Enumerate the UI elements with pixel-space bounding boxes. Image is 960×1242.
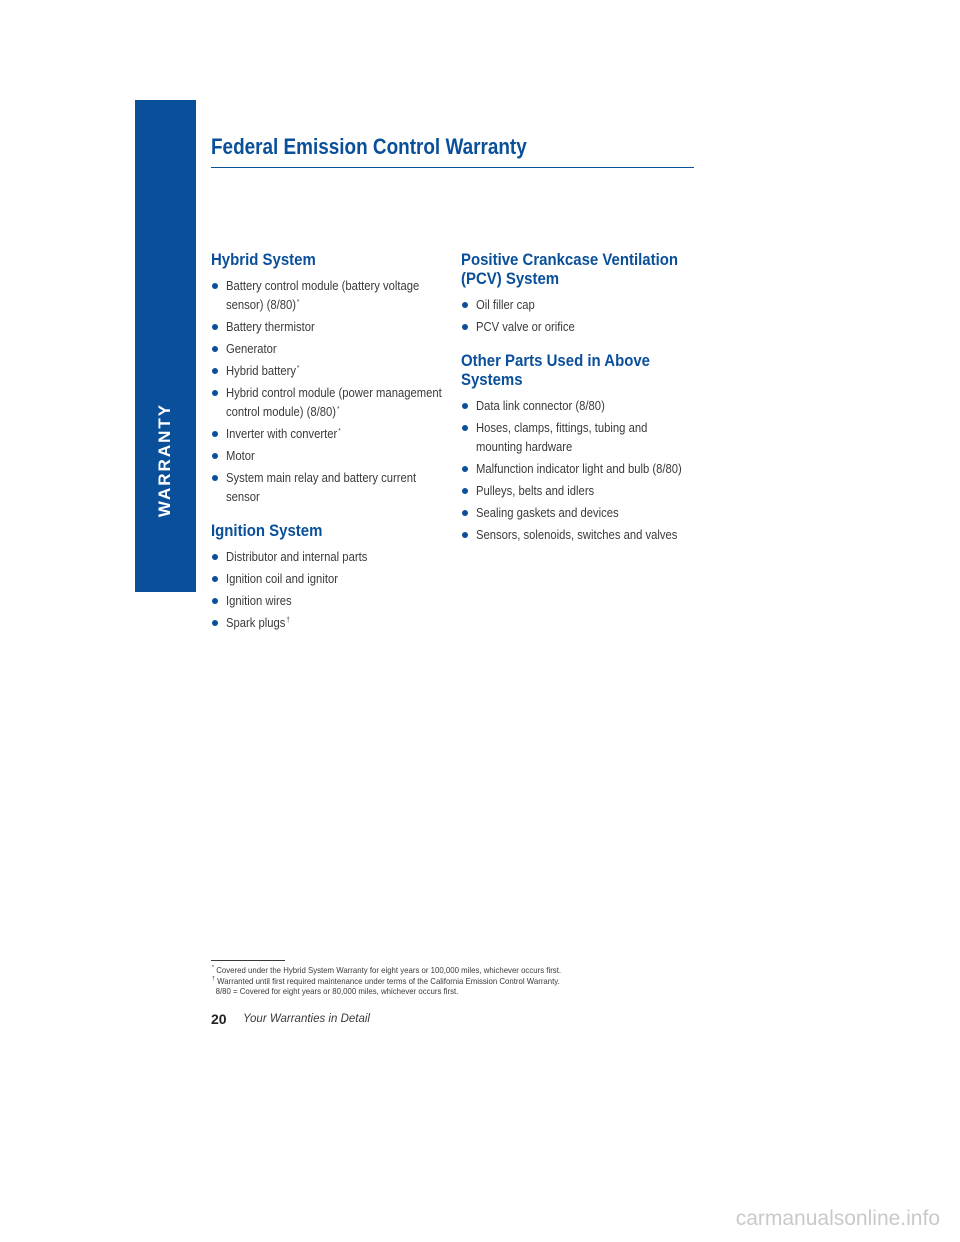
list-item <box>211 318 443 337</box>
list-item <box>211 548 443 567</box>
list-item <box>211 447 443 466</box>
list-item-text: Generator <box>226 342 277 356</box>
list-item-content <box>476 296 692 315</box>
list-item-text: Pulleys, belts and idlers <box>476 484 595 498</box>
list-item-text: Malfunction indicator light and bulb (8/80) <box>476 462 682 476</box>
footnote-text: Warranted until first required maintenance under terms of the California Emission Control Warranty. <box>217 975 560 986</box>
list-item-text: System main relay and battery current sensor <box>226 471 417 504</box>
bullet-icon <box>462 302 468 308</box>
list-item-content <box>226 425 442 444</box>
footnote <box>211 986 689 997</box>
footnote-marker: * <box>338 427 341 435</box>
list-item-text: Oil filler cap <box>476 298 535 312</box>
footnote-marker: † <box>286 616 290 624</box>
list-item <box>461 526 693 545</box>
list-item-text: Battery thermistor <box>226 320 315 334</box>
bullet-icon <box>462 466 468 472</box>
list-item <box>211 614 443 633</box>
section <box>211 521 443 633</box>
list-item-text: Sealing gaskets and devices <box>476 506 619 520</box>
bullet-icon <box>212 368 218 374</box>
list-item <box>461 397 693 416</box>
list-item <box>211 425 443 444</box>
list-item <box>461 460 693 479</box>
list-item <box>211 469 443 507</box>
bullet-icon <box>212 620 218 626</box>
footnote-mark: † <box>211 975 215 982</box>
page-title: Federal Emission Control Warranty <box>211 134 527 159</box>
bullet-icon <box>462 532 468 538</box>
list-item-content <box>226 318 442 337</box>
list-item-content <box>476 526 692 545</box>
list-item-content <box>226 570 442 589</box>
footnote <box>211 976 689 987</box>
bullet-icon <box>212 324 218 330</box>
list-item-text: Spark plugs <box>226 616 286 630</box>
footnote <box>211 965 689 976</box>
list-item-text: Distributor and internal parts <box>226 550 368 564</box>
bullet-icon <box>212 346 218 352</box>
list-item <box>211 340 443 359</box>
list-item-text: Sensors, solenoids, switches and valves <box>476 528 678 542</box>
footnote-marker: * <box>296 298 300 306</box>
list-item <box>461 504 693 523</box>
list-item-text: Data link connector (8/80) <box>476 399 605 413</box>
list-item-content <box>226 362 442 381</box>
list-item-text: Hoses, clamps, fittings, tubing and mounting hardware <box>476 421 648 454</box>
list-item <box>211 277 443 315</box>
left-column <box>211 250 443 647</box>
list-item <box>461 482 693 501</box>
list-item-content <box>226 340 442 359</box>
section <box>211 250 443 507</box>
bullet-icon <box>212 598 218 604</box>
bullet-icon <box>462 403 468 409</box>
section-heading: Ignition System <box>211 521 323 540</box>
list-item-content <box>476 460 692 479</box>
list-item-content <box>476 318 692 337</box>
list-item-content <box>226 592 442 611</box>
side-tab-label: WARRANTY <box>155 402 174 518</box>
footnote-text: Covered under the Hybrid System Warranty for eight years or 100,000 miles, whichever occurs first. <box>216 965 562 975</box>
footnote-marker: * <box>296 364 300 372</box>
list-item-content <box>226 277 442 315</box>
footnote-divider <box>211 960 285 961</box>
bullet-icon <box>212 475 218 481</box>
list-item-content <box>226 548 442 567</box>
side-tab <box>135 100 196 592</box>
list-item-content <box>476 504 692 523</box>
section <box>461 351 693 545</box>
list-item <box>211 570 443 589</box>
list-item-text: Motor <box>226 449 255 463</box>
list-item-content <box>226 469 442 507</box>
title-divider <box>211 167 694 168</box>
bullet-icon <box>212 431 218 437</box>
bullet-icon <box>212 576 218 582</box>
list-item-text: Hybrid control module (power management control module) (8/80) <box>226 386 442 419</box>
footnote-mark: * <box>211 965 215 972</box>
list-item <box>461 296 693 315</box>
page-footer-title: Your Warranties in Detail <box>243 1013 370 1025</box>
item-list <box>461 397 693 545</box>
list-item <box>211 384 443 422</box>
list-item-text: Ignition coil and ignitor <box>226 572 338 586</box>
bullet-icon <box>462 324 468 330</box>
bullet-icon <box>212 283 218 289</box>
bullet-icon <box>462 510 468 516</box>
watermark: carmanualsonline.info <box>735 1207 940 1230</box>
right-column <box>461 250 693 559</box>
list-item <box>211 592 443 611</box>
section-heading: Hybrid System <box>211 250 316 269</box>
bullet-icon <box>212 453 218 459</box>
section-heading: Other Parts Used in Above Systems <box>461 351 650 389</box>
list-item-content <box>476 397 692 416</box>
list-item <box>461 318 693 337</box>
bullet-icon <box>462 488 468 494</box>
footnotes <box>211 965 731 997</box>
list-item-content <box>226 384 442 422</box>
page-number: 20 <box>211 1011 227 1027</box>
section <box>461 250 693 337</box>
footnote-text: 8/80 = Covered for eight years or 80,000 miles, whichever occurs first. <box>215 986 459 996</box>
list-item-content <box>226 614 442 633</box>
list-item <box>211 362 443 381</box>
list-item-content <box>476 419 692 457</box>
list-item-text: Inverter with converter <box>226 427 338 441</box>
footnote-marker: * <box>336 405 340 413</box>
bullet-icon <box>212 554 218 560</box>
list-item-text: Battery control module (battery voltage sensor) (8/80) <box>226 279 420 312</box>
list-item-text: Ignition wires <box>226 594 292 608</box>
section-heading: Positive Crankcase Ventilation (PCV) System <box>461 250 679 288</box>
list-item-text: Hybrid battery <box>226 364 297 378</box>
list-item <box>461 419 693 457</box>
bullet-icon <box>212 390 218 396</box>
list-item-content <box>476 482 692 501</box>
list-item-text: PCV valve or orifice <box>476 320 575 334</box>
bullet-icon <box>462 425 468 431</box>
item-list <box>211 548 443 633</box>
item-list <box>211 277 443 507</box>
item-list <box>461 296 693 337</box>
list-item-content <box>226 447 442 466</box>
